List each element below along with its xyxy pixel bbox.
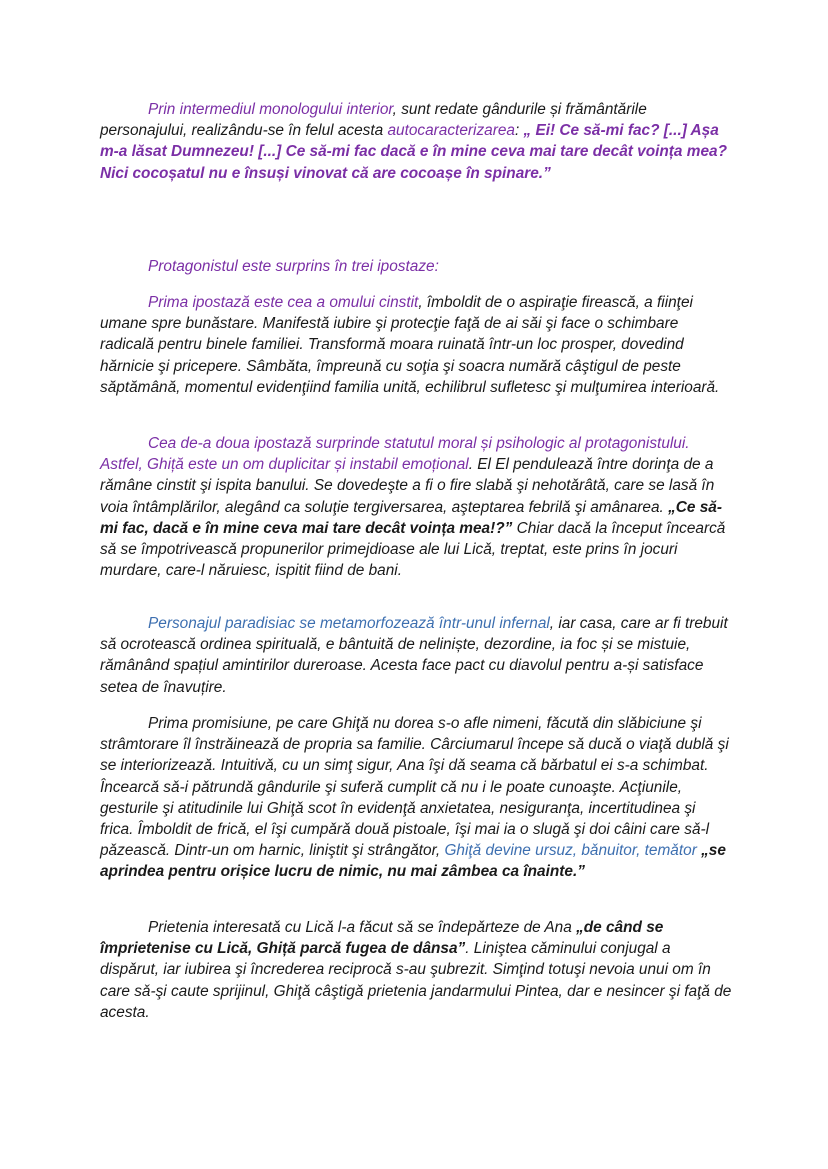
text: , îmboldit de o aspiraţie firească, a fiinţei umane spre bunăstare. Manifestă iubire şi protecţie faţă de ai săi şi face o schimbare radicală pentru binele familiei. Transformă moara ruinată într-un loc prosper, dovedind hărnicie şi pricepere. Sâmbăta, împreună cu soţia şi soacra numără câştigul de peste săptămână, momentul evidenţiind familia unită, echilibrul sufletesc şi mulţumirea interioară. [100,294,720,396]
paragraph-prietenia-interesata [100,917,732,1023]
text: , iar casa, care ar fi trebuit să ocrotească ordinea spirituală, e bântuită de neliniște, dezordine, ia foc și se mistuie, rămânând spațiul amintirilor dureroase. Acesta face pact cu diavolul pentru a-și satisface setea de înavuțire. [100,615,728,696]
text: . El El penduleazǎ între dorinţa de a rǎmâne cinstit şi ispita banului. Se dovedeşte a fi o fire slabǎ şi nehotǎrâtǎ, care se lasǎ în voia întâmplǎrilor, alegând ca soluţie tergiversarea, aşteptarea febrilǎ şi amânarea. [100,456,715,516]
text: Prima promisiune, pe care Ghiţă nu dorea s-o afle nimeni, fǎcutǎ din slǎbiciune şi strâmtorare îl înstrǎineazǎ de propria sa familie. Cârciumarul începe sǎ ducǎ o viaţǎ dublǎ şi se interiorizeazǎ. Intuitivǎ, cu un simţ sigur, Ana îşi dǎ seama cǎ bǎrbatul ei s-a schimbat. Încearcǎ sǎ-i pǎtrundǎ gândurile şi suferǎ cumplit cǎ nu i le poate cunoaşte. Acţiunile, gesturile şi atitudinile lui Ghiţǎ scot în evidenţǎ anxietatea, nesiguranţa, incertitudinea şi frica. Îmboldit de fricǎ, el îşi cumpǎrǎ douǎ pistoale, îşi mai ia o slugǎ şi doi câini care sǎ-l pǎzeascǎ. Dintr-un om harnic, liniştit şi strângǎtor, [100,715,729,860]
text: , sunt redate gândurile și frământările personajului, realizându-se în felul acesta [100,101,647,140]
paragraph-a-doua-ipostaza [100,433,732,581]
paragraph-prima-ipostaza [100,292,732,398]
text-purple: Prima ipostază este cea a omului cinstit [148,294,419,311]
text-purple: Cea de-a doua ipostază surprinde statutul moral și psihologic al protagonistului. Astfel, Ghiță este un om duplicitar și instabil emoțional [100,435,690,474]
paragraph-prima-promisiune [100,713,732,883]
paragraph-ipostaze [100,256,732,277]
text: Chiar dacǎ la început încearcǎ sǎ se împotriveascǎ propunerilor primejdioase ale lui Licǎ, treptat, este prins în jocuri murdare, care-l năruiesc, ispitit fiind de bani. [100,519,726,580]
quote-bold: „se aprindea pentru orișice lucru de nimic, nu mai zâmbea ca înainte.” [100,842,726,881]
quote-bold: „de când se împrietenise cu Lică, Ghiță parcă fugea de dânsa” [100,919,664,958]
text-blue: Ghiţǎ devine ursuz, bǎnuitor, temǎtor [444,842,697,860]
text-purple: autocaracterizarea [387,122,515,140]
text: : [514,122,524,140]
text-blue: Personajul paradisiac se metamorfozează într-unul infernal [148,615,550,632]
text-purple: Prin intermediul monologului interior [148,101,393,118]
text-purple: Protagonistul este surprins în trei ipostaze: [148,258,439,275]
quote-bold-purple: „ Ei! Ce să-mi fac? [...] Așa m-a lăsat Dumnezeu! [...] Ce să-mi fac dacă e în mine ceva mai tare decât voința mea? Nici cocoșatul nu e însuși vinovat că are cocoașe în spinare.” [100,122,727,182]
text: Prietenia interesatǎ cu Licǎ l-a fǎcut sǎ se îndepǎrteze de Ana [148,919,577,936]
paragraph-personaj-infernal [100,613,732,698]
text: . Liniştea cǎminului conjugal a dispǎrut, iar iubirea şi încrederea reciprocǎ s-au şubrezit. Simţind totuşi nevoia unui om în care sǎ-şi caute sprijinul, Ghiţǎ câştigǎ prietenia jandarmului Pintea, dar e nesincer şi faţǎ de acesta. [100,940,732,1021]
paragraph-monolog [100,99,732,184]
quote-bold: „Ce să-mi fac, dacă e în mine ceva mai tare decât voința mea!?” [100,498,722,537]
